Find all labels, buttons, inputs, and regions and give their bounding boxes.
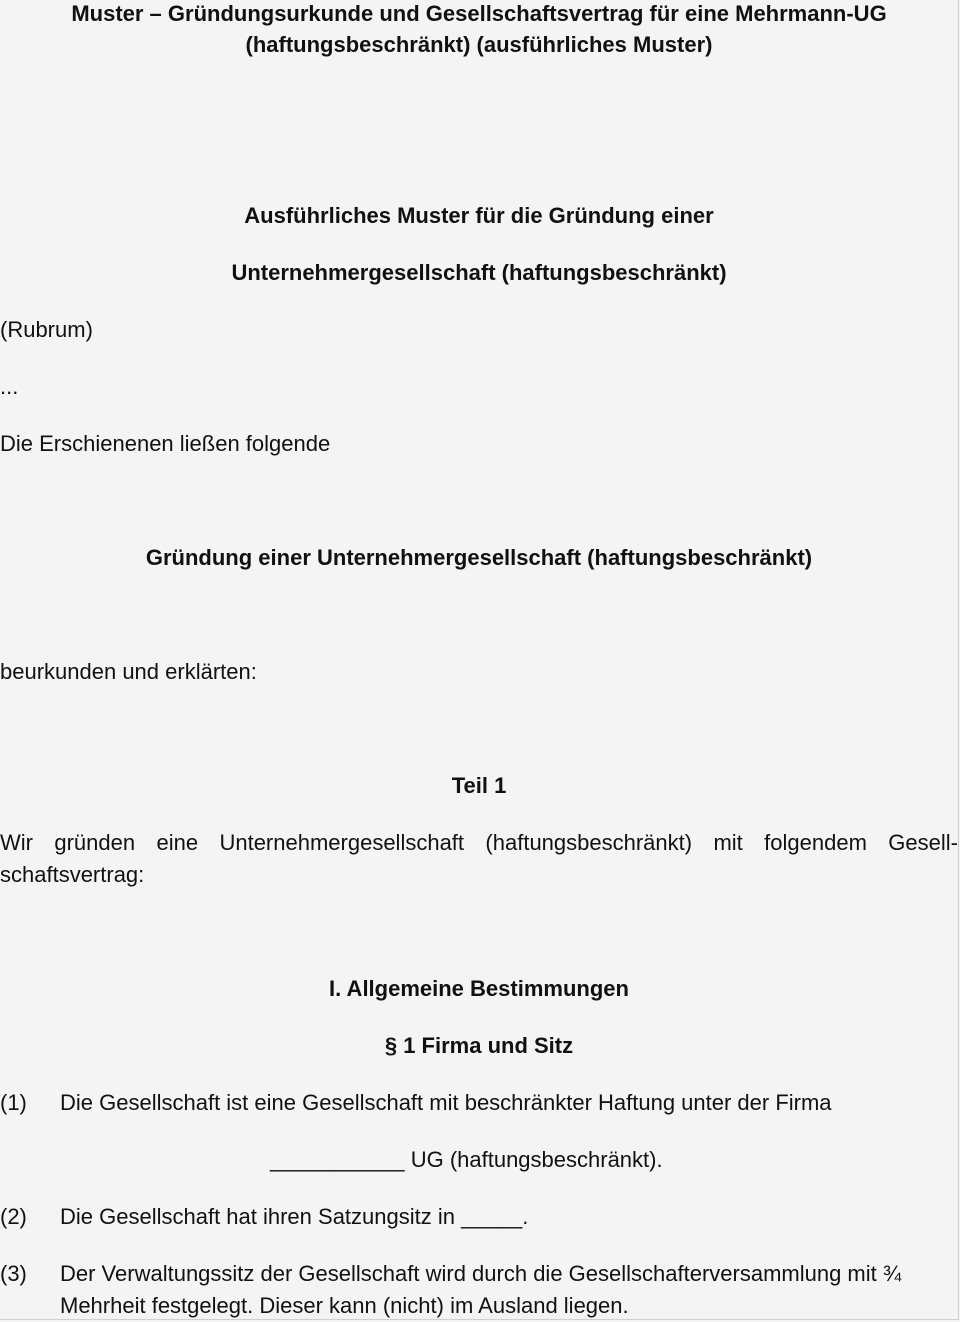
item-2-text-line-1: Die Gesellschaft hat ihren Satzungsitz in _____. (60, 1204, 529, 1229)
part1-heading: Teil 1 (451, 773, 507, 798)
part1-text-line-2: schaftsvertrag: (0, 862, 145, 887)
item-2-number: (2) (0, 1204, 27, 1229)
section1-heading: I. Allgemeine Bestimmungen (329, 976, 629, 1001)
notarized-text: beurkunden und erklärten: (0, 659, 257, 684)
founding-heading: Gründung einer Unternehmergesellschaft (haftungsbeschränkt) (145, 545, 813, 570)
intro-heading-line-1: Ausführliches Muster für die Gründung einer (244, 203, 714, 228)
item-3-text-line-2: Mehrheit festgelegt. Dieser kann (nicht) im Ausland liegen. (60, 1293, 629, 1318)
item-1-text-line-1: Die Gesellschaft ist eine Gesellschaft mit beschränkter Haftung unter der Firma (60, 1090, 832, 1115)
document-title-line-2: (haftungsbeschränkt) (ausführliches Muster) (245, 32, 713, 57)
ellipsis-text: ... (0, 374, 19, 399)
appeared-text: Die Erschienenen ließen folgende (0, 431, 331, 456)
part1-text-line-1: Wir gründen eine Unternehmergesellschaft (haftungsbeschränkt) mit folgendem Gesell- (0, 830, 958, 855)
item-1-text-line-2: ___________ UG (haftungsbeschränkt). (270, 1147, 663, 1172)
document-title-line-1: Muster – Gründungsurkunde und Gesellschaftsvertrag für eine Mehrmann-UG (71, 1, 887, 26)
intro-heading-line-2: Unternehmergesellschaft (haftungsbeschränkt) (231, 260, 727, 285)
item-3-number: (3) (0, 1261, 27, 1286)
item-3-text-line-1: Der Verwaltungssitz der Gesellschaft wird durch die Gesellschafterversammlung mit ¾ (60, 1261, 902, 1286)
item-1-number: (1) (0, 1090, 27, 1115)
rubrum-text: (Rubrum) (0, 317, 93, 342)
paragraph1-heading: § 1 Firma und Sitz (384, 1033, 574, 1058)
